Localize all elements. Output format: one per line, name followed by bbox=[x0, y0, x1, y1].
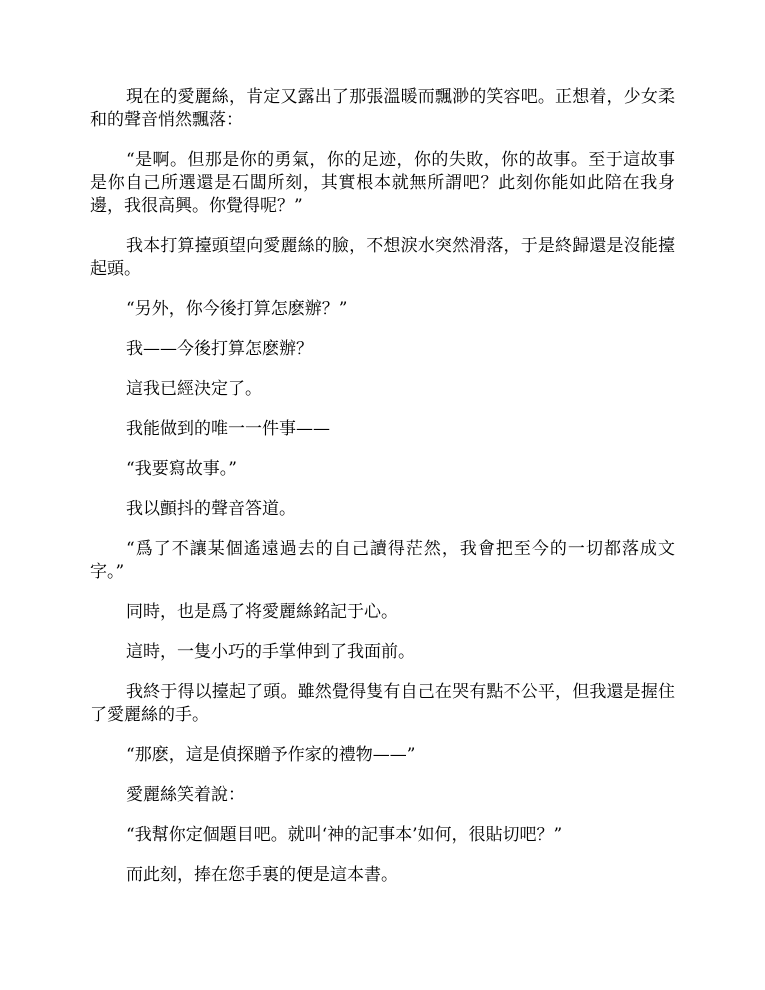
paragraph-8: “我要寫故事。” bbox=[126, 459, 237, 479]
document-page bbox=[90, 86, 675, 904]
paragraph-12: 這時，一隻小巧的手掌伸到了我面前。 bbox=[126, 642, 415, 662]
paragraph-9: 我以顫抖的聲音答道。 bbox=[126, 499, 296, 519]
paragraph-5: 我——今後打算怎麽辦？ bbox=[126, 339, 313, 359]
paragraph-15: 愛麗絲笑着說： bbox=[126, 785, 245, 805]
paragraph-3: 我本打算擡頭望向愛麗絲的臉，不想淚水突然滑落，于是終歸還是沒能擡起頭。 bbox=[90, 236, 675, 279]
paragraph-2: “是啊。但那是你的勇氣，你的足迹，你的失敗，你的故事。至于這故事是你自己所選還是石闆所刻，其實根本就無所謂吧？此刻你能如此陪在我身邊，我很高興。你覺得呢？” bbox=[90, 150, 675, 216]
paragraph-11: 同時，也是爲了将愛麗絲銘記于心。 bbox=[126, 602, 398, 622]
paragraph-7: 我能做到的唯一一件事—— bbox=[126, 419, 330, 439]
paragraph-16: “我幫你定個題目吧。就叫‘神的記事本’如何，很貼切吧？” bbox=[126, 825, 563, 845]
paragraph-6: 這我已經決定了。 bbox=[126, 379, 262, 399]
paragraph-10: “爲了不讓某個遙遠過去的自己讀得茫然，我會把至今的一切都落成文字。” bbox=[90, 539, 675, 582]
paragraph-17: 而此刻，捧在您手裏的便是這本書。 bbox=[126, 865, 398, 885]
paragraph-14: “那麽，這是偵探贈予作家的禮物——” bbox=[126, 745, 416, 765]
paragraph-13: 我終于得以擡起了頭。雖然覺得隻有自己在哭有點不公平，但我還是握住了愛麗絲的手。 bbox=[90, 682, 675, 725]
paragraph-1: 現在的愛麗絲，肯定又露出了那張溫暖而飄渺的笑容吧。正想着，少女柔和的聲音悄然飄落： bbox=[90, 87, 675, 130]
paragraph-4: “另外，你今後打算怎麽辦？” bbox=[126, 299, 348, 319]
